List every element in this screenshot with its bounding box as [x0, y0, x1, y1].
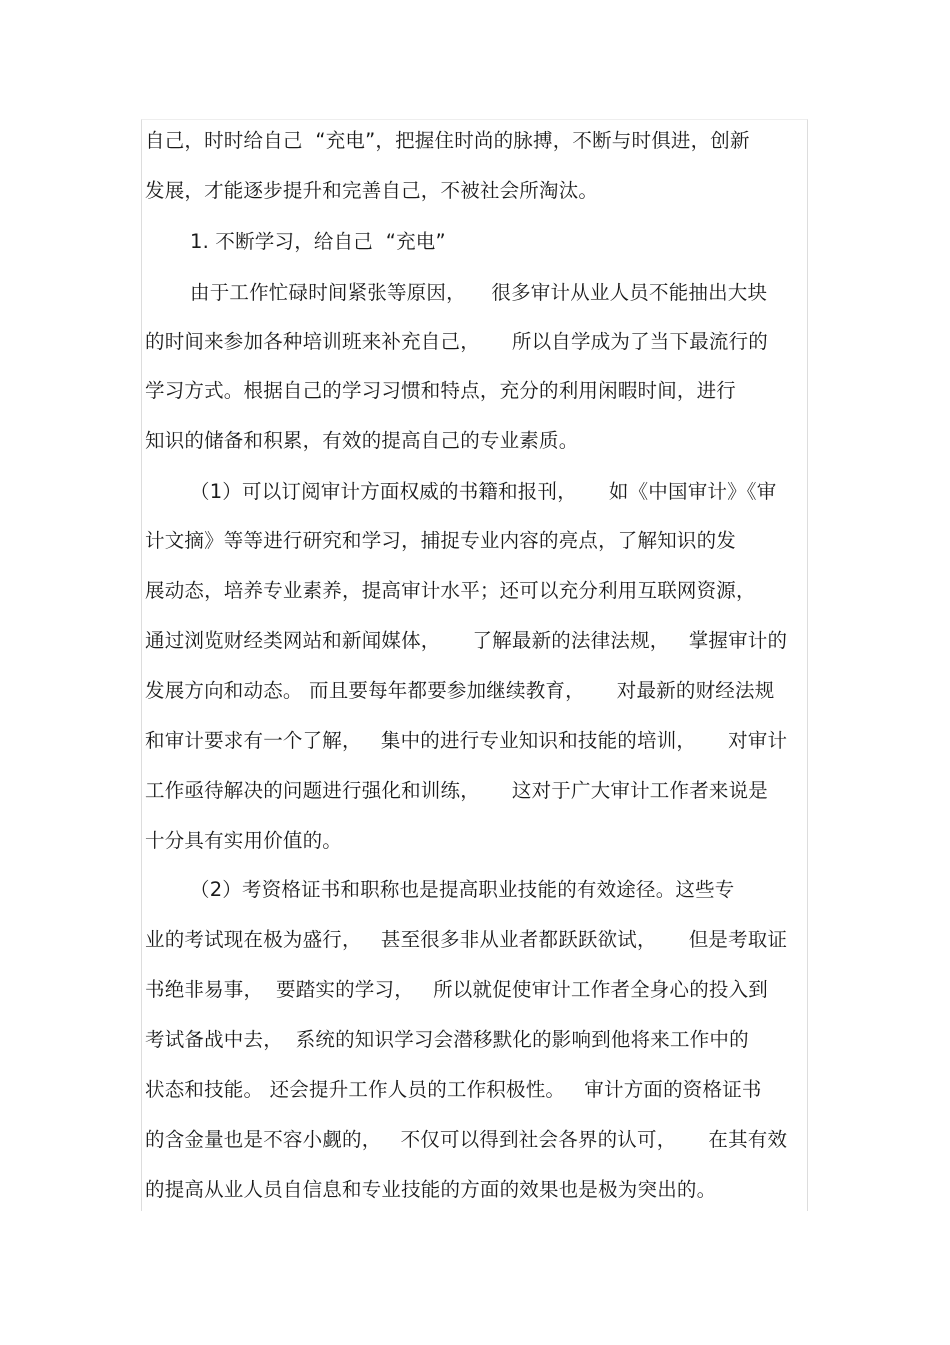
paragraph-line: 发展，才能逐步提升和完善自己，不被社会所淘汰。 — [145, 179, 599, 202]
paragraph-line: 和审计要求有一个了解， 集中的进行专业知识和技能的培训， 对审计 — [145, 729, 788, 752]
paragraph-line: 展动态，培养专业素养，提高审计水平；还可以充分利用互联网资源， — [145, 579, 756, 602]
paragraph-line: 由于工作忙碌时间紧张等原因， 很多审计从业人员不能抽出大块 — [190, 281, 768, 304]
paragraph-line: 考试备战中去， 系统的知识学习会潜移默化的影响到他将来工作中的 — [145, 1028, 749, 1051]
paragraph-line: （2）考资格证书和职称也是提高职业技能的有效途径。这些专 — [190, 878, 735, 901]
paragraph-line: 书绝非易事， 要踏实的学习， 所以就促使审计工作者全身心的投入到 — [145, 978, 768, 1001]
paragraph-line: 计文摘》等等进行研究和学习，捕捉专业内容的亮点，了解知识的发 — [145, 529, 737, 552]
section-heading: 1. 不断学习，给自己 “充电” — [190, 230, 446, 253]
paragraph-line: 十分具有实用价值的。 — [145, 829, 343, 852]
paragraph-line: 的提高从业人员自信息和专业技能的方面的效果也是极为突出的。 — [145, 1178, 717, 1201]
paragraph-line: 状态和技能。 还会提升工作人员的工作积极性。 审计方面的资格证书 — [145, 1078, 762, 1101]
paragraph-line: 知识的储备和积累，有效的提高自己的专业素质。 — [145, 429, 579, 452]
paragraph-line: 业的考试现在极为盛行， 甚至很多非从业者都跃跃欲试， 但是考取证 — [145, 928, 788, 951]
paragraph-line: 学习方式。根据自己的学习习惯和特点，充分的利用闲暇时间，进行 — [145, 379, 737, 402]
paragraph-line: 通过浏览财经类网站和新闻媒体， 了解最新的法律法规， 掌握审计的 — [145, 629, 788, 652]
paragraph-line: 发展方向和动态。 而且要每年都要参加继续教育， 对最新的财经法规 — [145, 679, 775, 702]
paragraph-line: 的含金量也是不容小觑的， 不仅可以得到社会各界的认可， 在其有效 — [145, 1128, 788, 1151]
paragraph-line: （1）可以订阅审计方面权威的书籍和报刊， 如《中国审计》《审 — [190, 480, 777, 503]
paragraph-line: 自己，时时给自己 “充电”，把握住时尚的脉搏，不断与时俱进，创新 — [145, 129, 750, 152]
paragraph-line: 的时间来参加各种培训班来补充自己， 所以自学成为了当下最流行的 — [145, 330, 768, 353]
paragraph-line: 工作亟待解决的问题进行强化和训练， 这对于广大审计工作者来说是 — [145, 779, 768, 802]
